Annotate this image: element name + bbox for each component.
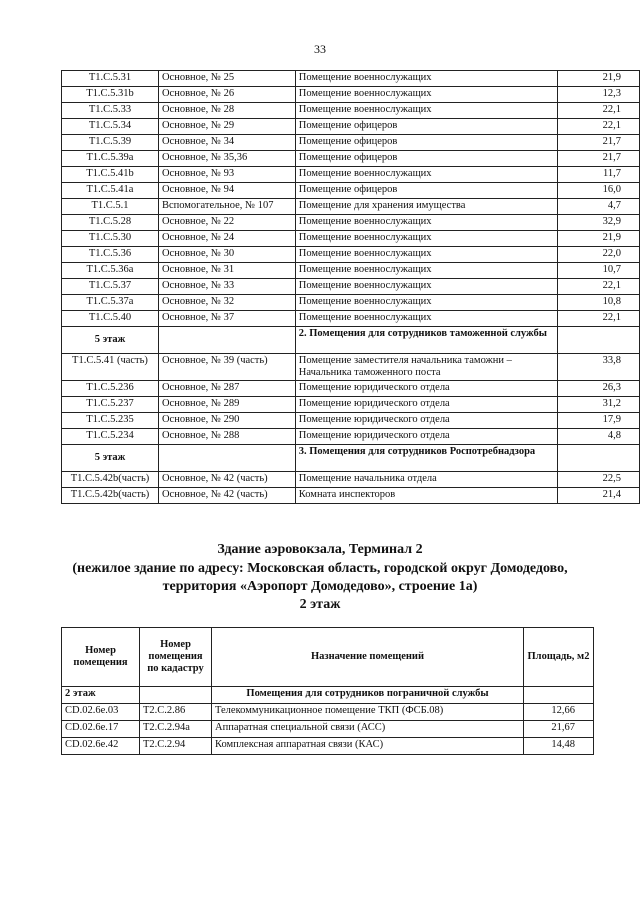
cell-cadastre-number: T2.C.2.86 (140, 704, 212, 721)
cell-room-purpose: Помещение юридического отдела (295, 381, 557, 397)
cell-area: 10,7 (558, 263, 640, 279)
cell-room-number: T1.C.5.39a (62, 151, 159, 167)
cell-area: 21,67 (524, 721, 594, 738)
cell-room-number: CD.02.6e.17 (62, 721, 140, 738)
cell-area: 31,2 (558, 397, 640, 413)
cell-room-number: T1.C.5.235 (62, 413, 159, 429)
section-title: Помещения для сотрудников пограничной службы (212, 687, 524, 704)
cell-room-purpose: Помещение военнослужащих (295, 231, 557, 247)
section-empty-cell (158, 445, 295, 472)
cell-area: 21,4 (558, 488, 640, 504)
cell-cadastre-number: Основное, № 37 (158, 311, 295, 327)
cell-room-number: CD.02.6e.42 (62, 738, 140, 755)
cell-room-number: T1.C.5.1 (62, 199, 159, 215)
cell-room-number: T1.C.5.42b(часть) (62, 472, 159, 488)
section-floor: 5 этаж (62, 327, 159, 354)
cell-area: 33,8 (558, 354, 640, 381)
cell-area: 21,9 (558, 231, 640, 247)
table-row (62, 119, 640, 135)
cell-room-purpose: Помещение военнослужащих (295, 103, 557, 119)
cell-cadastre-number: Основное, № 93 (158, 167, 295, 183)
cell-room-purpose: Помещение военнослужащих (295, 215, 557, 231)
cell-room-purpose: Помещение военнослужащих (295, 247, 557, 263)
header-cadastre-number: Номер помещения по кадастру (140, 628, 212, 687)
table-row (62, 199, 640, 215)
table-row (62, 354, 640, 381)
cell-area: 10,8 (558, 295, 640, 311)
table-row (62, 87, 640, 103)
cell-room-number: T1.C.5.31 (62, 71, 159, 87)
cell-room-purpose: Комната инспекторов (295, 488, 557, 504)
table-row (62, 721, 594, 738)
cell-cadastre-number: Основное, № 29 (158, 119, 295, 135)
section-row (62, 445, 640, 472)
cell-room-number: T1.C.5.237 (62, 397, 159, 413)
cell-cadastre-number: Основное, № 289 (158, 397, 295, 413)
cell-room-purpose: Помещение заместителя начальника таможни – Начальника таможенного поста (295, 354, 557, 381)
cell-room-number: T1.C.5.37a (62, 295, 159, 311)
section-row (62, 327, 640, 354)
floor-title: 2 этаж (299, 597, 341, 612)
cell-room-number: T1.C.5.42b(часть) (62, 488, 159, 504)
cell-room-purpose: Помещение военнослужащих (295, 71, 557, 87)
cell-room-number: T1.C.5.34 (62, 119, 159, 135)
cell-room-purpose: Помещение офицеров (295, 119, 557, 135)
cell-room-number: T1.C.5.28 (62, 215, 159, 231)
table-row (62, 151, 640, 167)
section-empty-cell (524, 687, 594, 704)
building-address-line-1: (нежилое здание по адресу: Московская область, городской округ Домодедово, (72, 561, 568, 576)
cell-cadastre-number: Основное, № 42 (часть) (158, 472, 295, 488)
cell-room-purpose: Помещение военнослужащих (295, 167, 557, 183)
table-row (62, 413, 640, 429)
cell-cadastre-number: Основное, № 26 (158, 87, 295, 103)
cell-room-number: T1.C.5.30 (62, 231, 159, 247)
cell-room-number: T1.C.5.31b (62, 87, 159, 103)
header-room-purpose: Назначение помещений (212, 628, 524, 687)
cell-area: 22,1 (558, 103, 640, 119)
section-title: 2. Помещения для сотрудников таможенной службы (295, 327, 557, 354)
cell-room-purpose: Помещение военнослужащих (295, 295, 557, 311)
cell-cadastre-number: Основное, № 24 (158, 231, 295, 247)
cell-area: 21,7 (558, 151, 640, 167)
cell-area: 21,9 (558, 71, 640, 87)
table-row (62, 488, 640, 504)
cell-room-purpose: Телекоммуникационное помещение ТКП (ФСБ.08) (212, 704, 524, 721)
table-row (62, 472, 640, 488)
cell-room-purpose: Аппаратная специальной связи (АСС) (212, 721, 524, 738)
table-row (62, 215, 640, 231)
cell-cadastre-number: Основное, № 42 (часть) (158, 488, 295, 504)
section-empty-cell (140, 687, 212, 704)
cell-room-purpose: Помещение начальника отдела (295, 472, 557, 488)
cell-cadastre-number: Основное, № 34 (158, 135, 295, 151)
cell-area: 22,0 (558, 247, 640, 263)
cell-cadastre-number: Основное, № 28 (158, 103, 295, 119)
section-floor: 5 этаж (62, 445, 159, 472)
cell-room-purpose: Помещение для хранения имущества (295, 199, 557, 215)
cell-cadastre-number: Основное, № 31 (158, 263, 295, 279)
cell-room-purpose: Помещение офицеров (295, 183, 557, 199)
cell-room-purpose: Помещение военнослужащих (295, 279, 557, 295)
cell-room-purpose: Комплексная аппаратная связи (КАС) (212, 738, 524, 755)
table-row (62, 279, 640, 295)
cell-room-number: T1.C.5.234 (62, 429, 159, 445)
table-row (62, 704, 594, 721)
cell-cadastre-number: Основное, № 288 (158, 429, 295, 445)
cell-room-purpose: Помещение военнослужащих (295, 311, 557, 327)
cell-room-purpose: Помещение офицеров (295, 151, 557, 167)
cell-area: 26,3 (558, 381, 640, 397)
table-row (62, 135, 640, 151)
cell-room-number: T1.C.5.41 (часть) (62, 354, 159, 381)
cell-cadastre-number: Основное, № 94 (158, 183, 295, 199)
table-row (62, 397, 640, 413)
cell-area: 16,0 (558, 183, 640, 199)
cell-cadastre-number: Основное, № 30 (158, 247, 295, 263)
section-empty-cell (558, 327, 640, 354)
cell-room-purpose: Помещение офицеров (295, 135, 557, 151)
section-row (62, 687, 594, 704)
cell-room-number: T1.C.5.236 (62, 381, 159, 397)
cell-room-number: T1.C.5.37 (62, 279, 159, 295)
cell-area: 4,7 (558, 199, 640, 215)
cell-room-number: T1.C.5.36 (62, 247, 159, 263)
table-row (62, 429, 640, 445)
cell-area: 12,3 (558, 87, 640, 103)
cell-room-number: T1.C.5.41b (62, 167, 159, 183)
cell-room-number: T1.C.5.41a (62, 183, 159, 199)
cell-room-purpose: Помещение юридического отдела (295, 413, 557, 429)
table-row (62, 103, 640, 119)
table-row (62, 311, 640, 327)
building-address-line-2: территория «Аэропорт Домодедово», строение 1а) (162, 579, 478, 594)
cell-area: 11,7 (558, 167, 640, 183)
cell-room-purpose: Помещение военнослужащих (295, 87, 557, 103)
header-area: Площадь, м2 (524, 628, 594, 687)
cell-room-purpose: Помещение юридического отдела (295, 429, 557, 445)
table-header-row (62, 628, 594, 687)
cell-area: 32,9 (558, 215, 640, 231)
cell-cadastre-number: Основное, № 35,36 (158, 151, 295, 167)
section-floor: 2 этаж (62, 687, 140, 704)
premises-table-terminal-1 (61, 70, 640, 504)
table-row (62, 167, 640, 183)
cell-area: 22,1 (558, 119, 640, 135)
cell-cadastre-number: Основное, № 33 (158, 279, 295, 295)
cell-area: 17,9 (558, 413, 640, 429)
table-row (62, 295, 640, 311)
building-title: Здание аэровокзала, Терминал 2 (217, 542, 423, 557)
page-number: 33 (314, 42, 326, 56)
table-row (62, 263, 640, 279)
cell-area: 22,1 (558, 311, 640, 327)
cell-room-number: CD.02.6e.03 (62, 704, 140, 721)
table-row (62, 381, 640, 397)
cell-room-number: T1.C.5.40 (62, 311, 159, 327)
table-row (62, 183, 640, 199)
cell-area: 22,1 (558, 279, 640, 295)
cell-area: 4,8 (558, 429, 640, 445)
cell-room-number: T1.C.5.39 (62, 135, 159, 151)
premises-table-terminal-2 (61, 627, 594, 755)
cell-room-purpose: Помещение военнослужащих (295, 263, 557, 279)
cell-cadastre-number: Вспомогательное, № 107 (158, 199, 295, 215)
table-row (62, 738, 594, 755)
cell-cadastre-number: Основное, № 287 (158, 381, 295, 397)
cell-cadastre-number: T2.C.2.94 (140, 738, 212, 755)
cell-room-number: T1.C.5.36a (62, 263, 159, 279)
table-row (62, 231, 640, 247)
section-title: 3. Помещения для сотрудников Роспотребнадзора (295, 445, 557, 472)
cell-room-purpose: Помещение юридического отдела (295, 397, 557, 413)
table-row (62, 247, 640, 263)
cell-area: 22,5 (558, 472, 640, 488)
cell-area: 12,66 (524, 704, 594, 721)
header-room-number: Номер помещения (62, 628, 140, 687)
cell-cadastre-number: T2.C.2.94a (140, 721, 212, 738)
section-empty-cell (158, 327, 295, 354)
cell-area: 21,7 (558, 135, 640, 151)
cell-area: 14,48 (524, 738, 594, 755)
cell-room-number: T1.C.5.33 (62, 103, 159, 119)
cell-cadastre-number: Основное, № 22 (158, 215, 295, 231)
section-empty-cell (558, 445, 640, 472)
cell-cadastre-number: Основное, № 39 (часть) (158, 354, 295, 381)
cell-cadastre-number: Основное, № 32 (158, 295, 295, 311)
cell-cadastre-number: Основное, № 290 (158, 413, 295, 429)
cell-cadastre-number: Основное, № 25 (158, 71, 295, 87)
table-row (62, 71, 640, 87)
